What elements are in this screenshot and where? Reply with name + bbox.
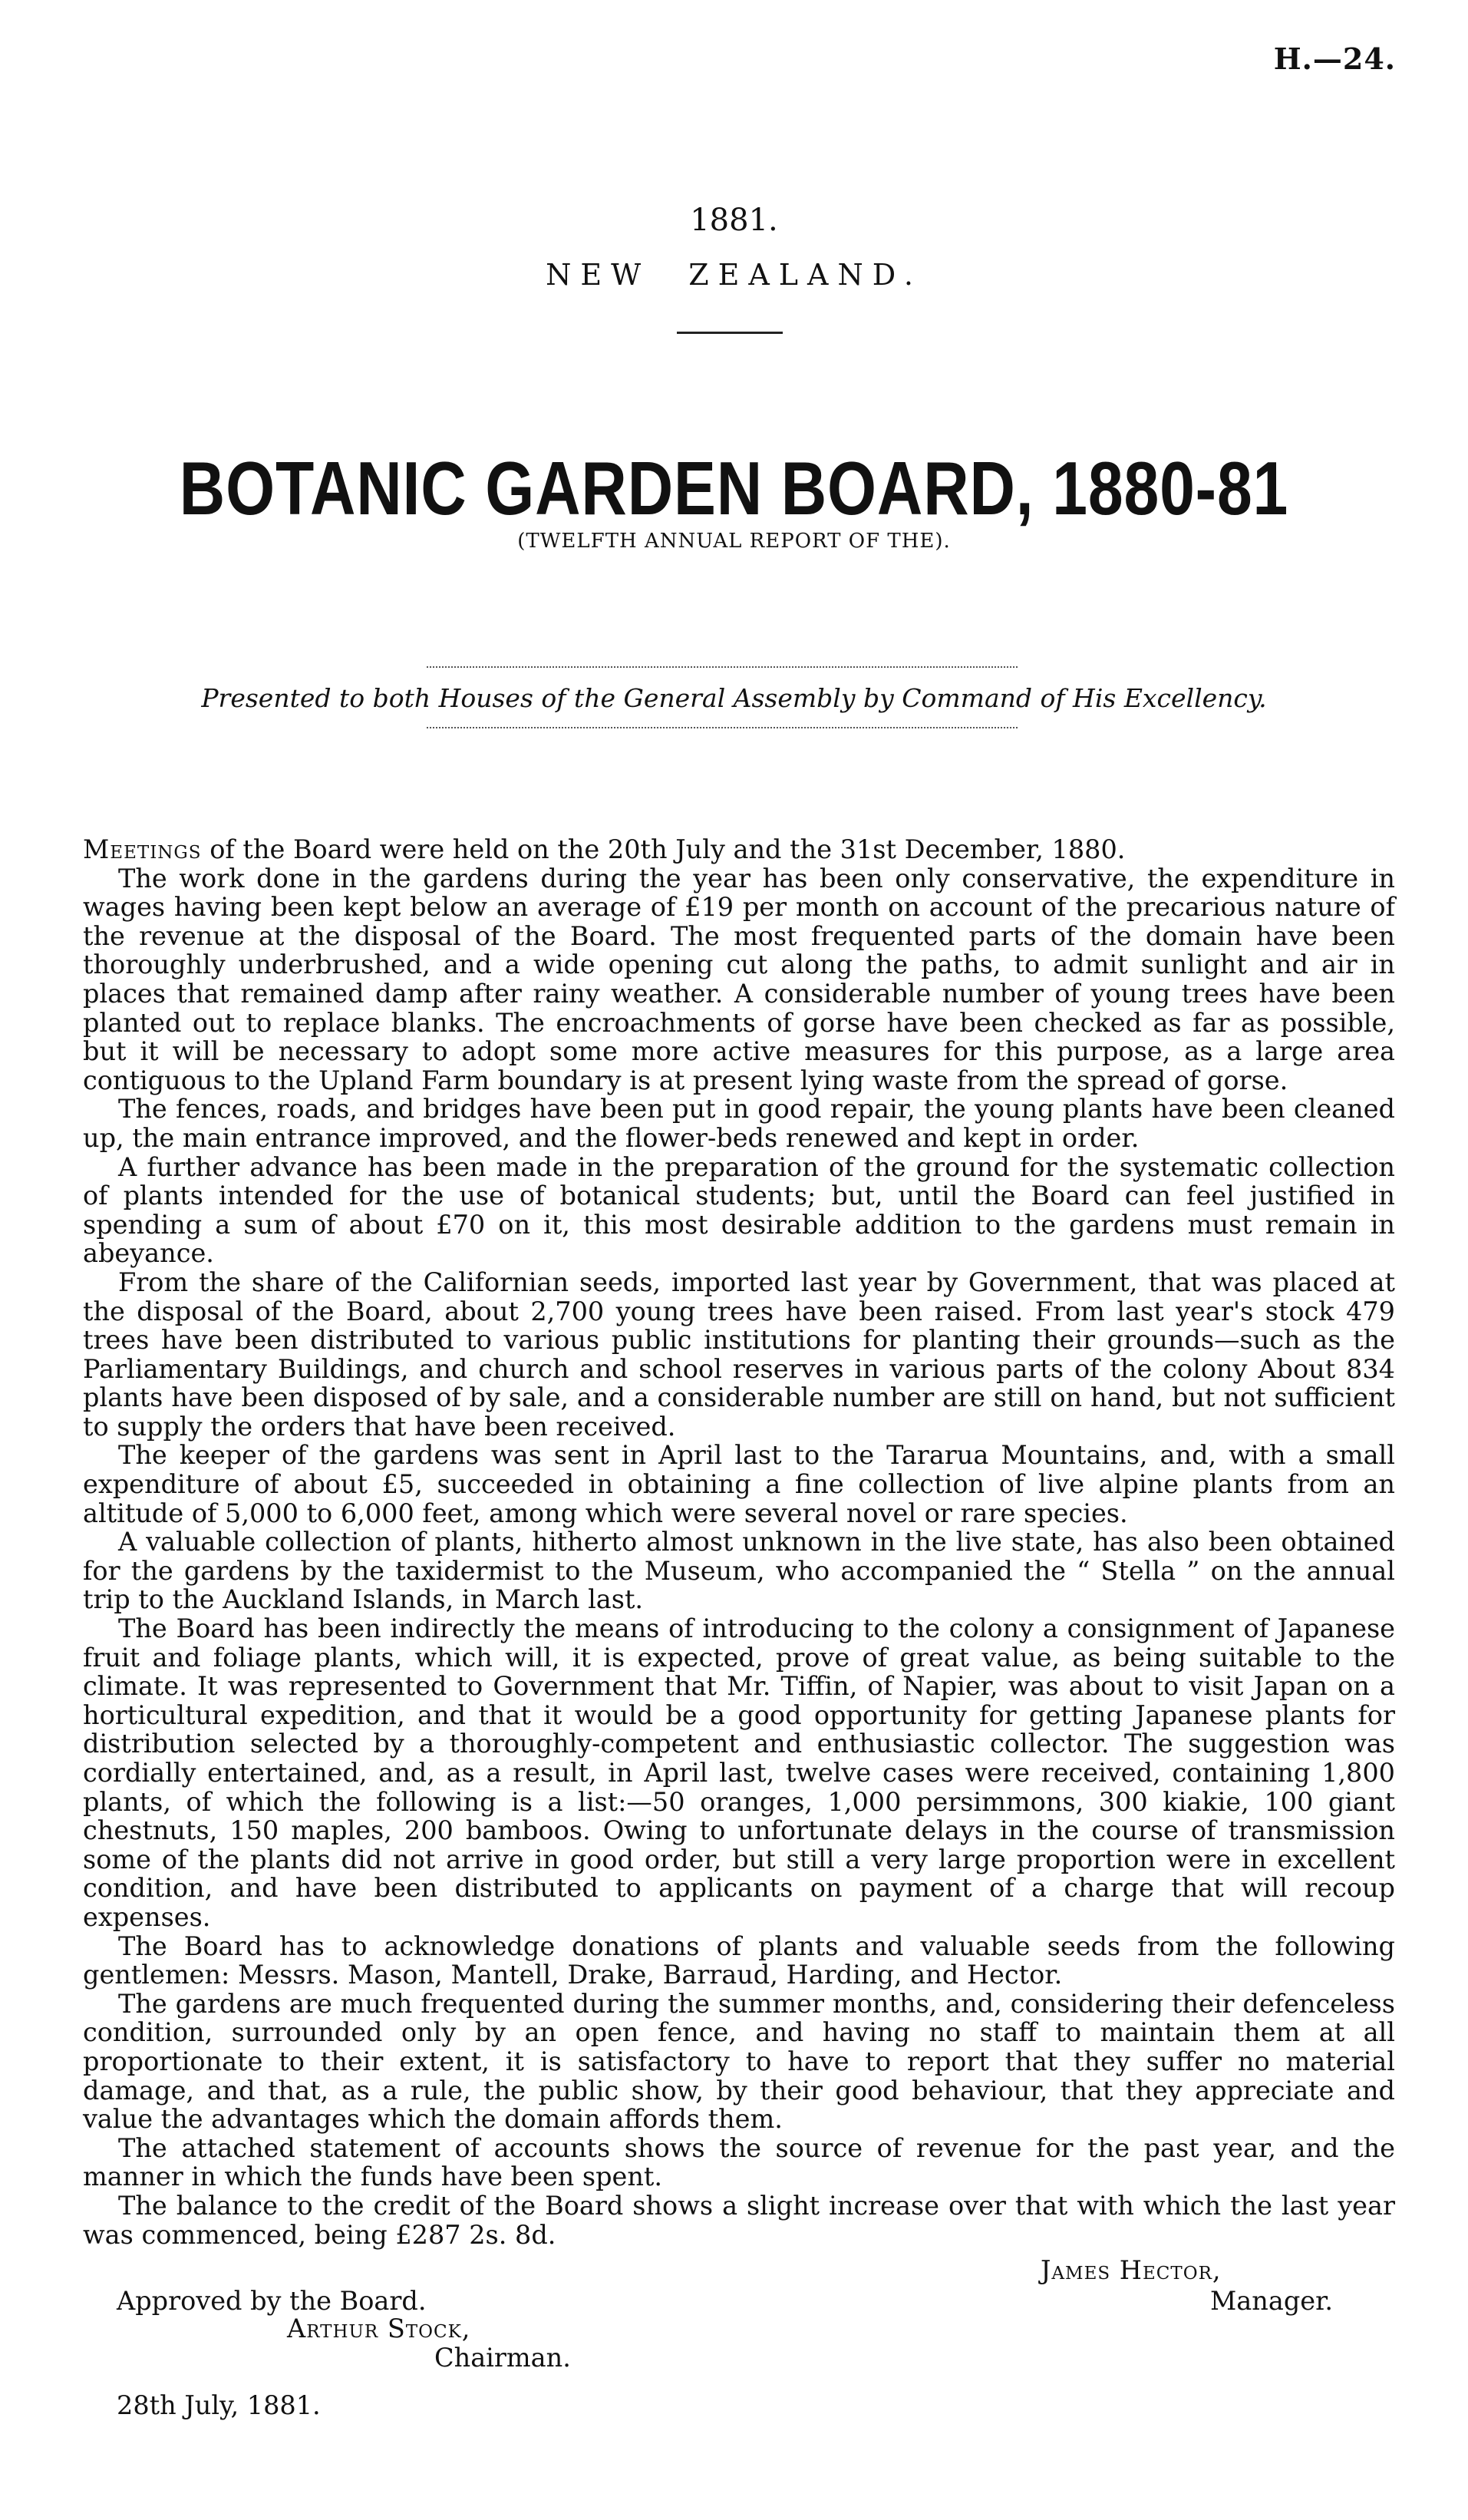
presented-line: Presented to both Houses of the General Assembly by Command of His Excellency.	[201, 683, 1267, 713]
manager-name: James Hector,	[1041, 2255, 1222, 2285]
manager-title: Manager.	[1210, 2286, 1334, 2316]
paragraph: The keeper of the gardens was sent in April last to the Tararua Mountains, and, with a small expenditure of about £5, succeeded in obtaining a fine collection of live alpine plants from an altitude of 5,000 to 6,000 feet, among which were several novel or rare species.	[83, 1440, 1395, 1528]
approved-line: Approved by the Board.	[117, 2286, 427, 2316]
paragraph	[83, 835, 1395, 864]
paragraph: The balance to the credit of the Board shows a slight increase over that with which the last year was commenced, being £287 2s. 8d.	[83, 2190, 1395, 2250]
chairman-title: Chairman.	[434, 2343, 571, 2373]
paragraph: The work done in the gardens during the year has been only conservative, the expenditure in wages having been kept below an average of £19 per month on account of the precarious nature of the revenue at the disposal of the Board. The most frequented parts of the domain have been thoroughly underbrushed, and a wide opening cut along the paths, to admit sunlight and air in places that remained damp after rainy weather. A considerable number of young trees have been planted out to replace blanks. The encroachments of gorse have been checked as far as possible, but it will be necessary to adopt some more active measures for this purpose, as a large area contiguous to the Upland Farm boundary is at present lying waste from the spread of gorse.	[83, 863, 1395, 1095]
presented-rule-bottom	[427, 727, 1018, 728]
paragraph: The fences, roads, and bridges have been put in good repair, the young plants have been cleaned up, the main entrance improved, and the flower-beds renewed and kept in order.	[83, 1094, 1395, 1153]
presented-rule-top	[427, 666, 1018, 668]
paragraph: A further advance has been made in the preparation of the ground for the systematic collection of plants intended for the use of botanical students; but, until the Board can feel justified in spending a sum of about £70 on it, this most desirable addition to the gardens must remain in abeyance.	[83, 1151, 1395, 1269]
paragraph-text: of the Board were held on the 20th July and the 31st December, 1880.	[201, 834, 1126, 864]
paragraph: The attached statement of accounts shows the source of revenue for the past year, and the manner in which the funds have been spent.	[83, 2132, 1395, 2192]
paragraph: From the share of the Californian seeds, imported last year by Government, that was placed at the disposal of the Board, about 2,700 young trees have been raised. From last year's stock 479 trees have been distributed to various public institutions for planting their grounds—such as the Parliamentary Buildings, and church and school reserves in various parts of the colony About 834 plants have been disposed of by sale, and a considerable number are still on hand, but not sufficient to supply the orders that have been received.	[83, 1267, 1395, 1442]
paragraph: The gardens are much frequented during the summer months, and, considering their defenceless condition, surrounded only by an open fence, and having no staff to maintain them at all proportionate to their extent, it is satisfactory to have to report that they suffer no material damage, and that, as a rule, the public show, by their good behaviour, that they appreciate and value the advantages which the domain affords them.	[83, 1988, 1395, 2135]
document-reference: H.—24.	[1273, 41, 1396, 76]
report-year: 1881.	[690, 203, 778, 238]
report-title: BOTANIC GARDEN BOARD, 1880-81	[179, 446, 1289, 530]
approval-date: 28th July, 1881.	[117, 2390, 321, 2420]
paragraph: The Board has been indirectly the means of introducing to the colony a consignment of Japanese fruit and foliage plants, which will, it is expected, prove of great value, as being suitable to the climate. It was represented to Government that Mr. Tiffin, of Napier, was about to visit Japan on a horticultural expedition, and that it would be a good opportunity for getting Japanese plants for distribution selected by a thoroughly-competent and enthusiastic collector. The suggestion was cordially entertained, and, as a result, in April last, twelve cases were received, containing 1,800 plants, of which the following is a list:—50 oranges, 1,000 persimmons, 300 kiakie, 100 giant chestnuts, 150 maples, 200 bamboos. Owing to unfortunate delays in the course of transmission some of the plants did not arrive in good order, but still a very large proportion were in excellent condition, and have been distributed to applicants on payment of a charge that will recoup expenses.	[83, 1613, 1395, 1932]
lead-word: Meetings	[83, 834, 202, 864]
title-divider	[677, 332, 783, 334]
report-body	[83, 835, 1395, 2249]
chairman-name: Arthur Stock,	[287, 2314, 471, 2343]
report-subtitle: (TWELFTH ANNUAL REPORT OF THE).	[517, 530, 951, 553]
paragraph: The Board has to acknowledge donations of plants and valuable seeds from the following gentlemen: Messrs. Mason, Mantell, Drake, Barraud, Harding, and Hector.	[83, 1930, 1395, 1990]
paragraph: A valuable collection of plants, hitherto almost unknown in the live state, has also been obtained for the gardens by the taxidermist to the Museum, who accompanied the “ Stella ” on the annual trip to the Auckland Islands, in March last.	[83, 1527, 1395, 1615]
country-heading: NEW ZEALAND.	[546, 258, 922, 292]
